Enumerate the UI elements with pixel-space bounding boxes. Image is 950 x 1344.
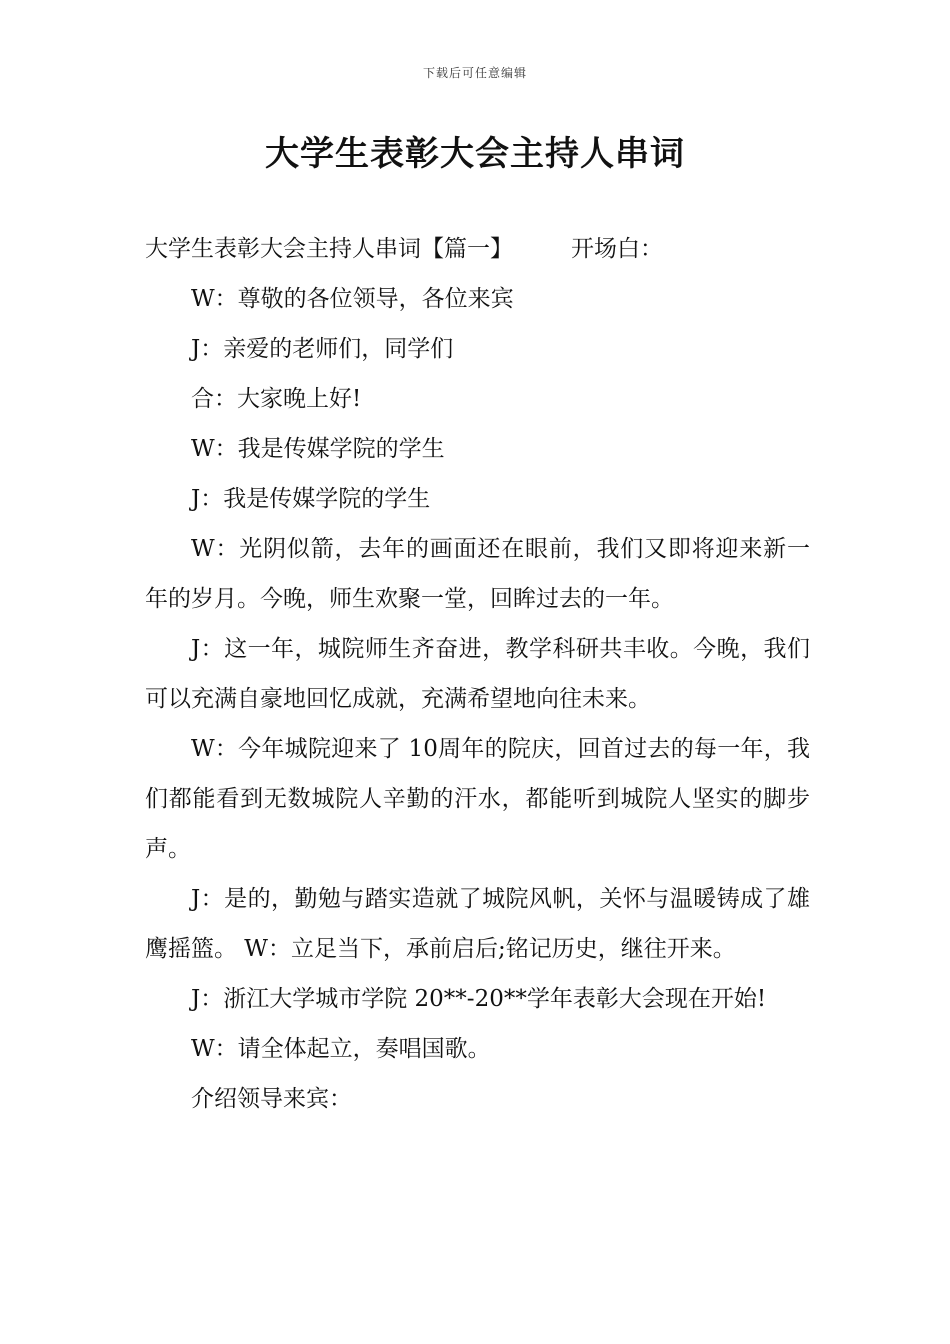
first-line — [145, 224, 810, 274]
paragraph: W：我是传媒学院的学生 — [191, 436, 445, 462]
document-title: 大学生表彰大会主持人串词 — [265, 134, 685, 174]
paragraph: W：尊敬的各位领导，各位来宾 — [191, 286, 514, 312]
paragraph: J：是的，勤勉与踏实造就了城院风帆，关怀与温暖铸成了雄鹰摇篮。 W：立足当下，承前启后;铭记历史，继往开来。 — [145, 886, 810, 962]
paragraph: 合：大家晚上好! — [191, 386, 362, 412]
paragraph: W：光阴似箭，去年的画面还在眼前，我们又即将迎来新一年的岁月。今晚，师生欢聚一堂，回眸过去的一年。 — [145, 536, 810, 612]
paragraph: W：今年城院迎来了 10周年的院庆，回首过去的每一年，我们都能看到无数城院人辛勤的汗水，都能听到城院人坚实的脚步声。 — [145, 736, 810, 862]
section-heading: 大学生表彰大会主持人串词【篇一】 — [145, 236, 513, 262]
paragraph: J：浙江大学城市学院 20**-20**学年表彰大会现在开始! — [191, 986, 767, 1012]
paragraph: J：这一年，城院师生齐奋进，教学科研共丰收。今晚，我们可以充满自豪地回忆成就，充满希望地向往未来。 — [145, 636, 810, 712]
paragraph: J：亲爱的老师们，同学们 — [191, 336, 454, 362]
paragraph: 介绍领导来宾： — [191, 1086, 352, 1112]
paragraph: W：请全体起立，奏唱国歌。 — [191, 1036, 491, 1062]
document-body — [145, 224, 810, 1124]
opening-label: 开场白： — [571, 236, 663, 262]
header-note: 下载后可任意编辑 — [422, 66, 527, 80]
paragraph: J：我是传媒学院的学生 — [191, 486, 431, 512]
